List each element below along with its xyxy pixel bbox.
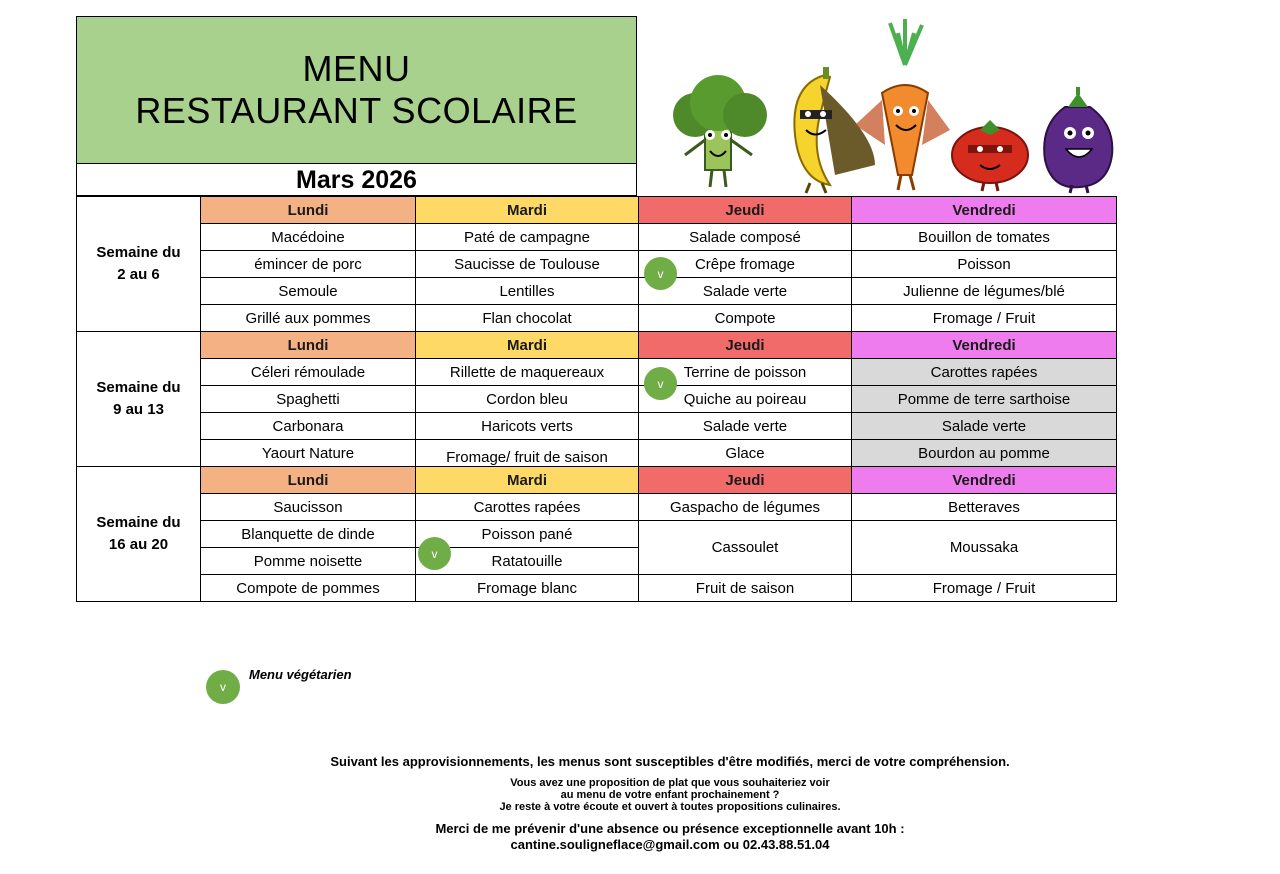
menu-cell: Salade verte: [639, 413, 852, 440]
vegetarian-badge-icon: v: [644, 367, 677, 400]
menu-cell: Poisson pané: [416, 521, 639, 548]
week3-row-2: [77, 521, 1117, 548]
title-line-menu: MENU: [302, 48, 411, 89]
vegetarian-legend-icon: v: [206, 670, 240, 704]
menu-cell-merged-jeudi: Cassoulet: [639, 521, 852, 575]
week3-header-row: [77, 467, 1117, 494]
menu-cell-vegetarian: v Ratatouille: [416, 548, 639, 575]
menu-cell: Semoule: [201, 278, 416, 305]
menu-cell: Carottes rapées: [852, 359, 1117, 386]
day-header-lundi: Lundi: [201, 332, 416, 359]
menu-cell: Betteraves: [852, 494, 1117, 521]
week2-row-3: [77, 413, 1117, 440]
menu-cell: Saucisse de Toulouse: [416, 251, 639, 278]
supply-notice: Suivant les approvisionnements, les menus sont susceptibles d'être modifiés, merci de votre compréhension.: [330, 754, 1010, 769]
vegetarian-badge-icon: v: [644, 257, 677, 290]
week1-row-4: [77, 305, 1117, 332]
day-header-mardi: Mardi: [416, 332, 639, 359]
menu-cell: Fromage/ fruit de saison: [416, 440, 639, 467]
menu-cell: Carbonara: [201, 413, 416, 440]
eggplant-character-icon: [1044, 87, 1112, 193]
week2-row-2: [77, 386, 1117, 413]
tomato-character-icon: [952, 120, 1028, 191]
broccoli-character-icon: [673, 75, 767, 187]
menu-cell: Glace: [639, 440, 852, 467]
menu-cell: Céleri rémoulade: [201, 359, 416, 386]
weekly-menu-table: [76, 196, 1117, 602]
menu-cell: Cordon bleu: [416, 386, 639, 413]
menu-cell-merged-vendredi: Moussaka: [852, 521, 1117, 575]
menu-cell: Compote: [639, 305, 852, 332]
menu-cell: Yaourt Nature: [201, 440, 416, 467]
vegetarian-badge-icon: v: [418, 537, 451, 570]
day-header-lundi: Lundi: [201, 197, 416, 224]
day-header-jeudi: Jeudi: [639, 332, 852, 359]
proposal-notice: Vous avez une proposition de plat que vous souhaiteriez voir au menu de votre enfant prochainement ? Je reste à votre écoute et ouvert à toutes propositions culinaires.: [499, 777, 841, 813]
menu-cell: Quiche au poireau: [639, 386, 852, 413]
menu-cell: Lentilles: [416, 278, 639, 305]
menu-cell: Blanquette de dinde: [201, 521, 416, 548]
menu-cell: Haricots verts: [416, 413, 639, 440]
menu-cell: Salade verte: [639, 278, 852, 305]
month-label: Mars 2026: [76, 164, 637, 196]
menu-cell: Bouillon de tomates: [852, 224, 1117, 251]
menu-cell: Julienne de légumes/blé: [852, 278, 1117, 305]
menu-cell: Fromage blanc: [416, 575, 639, 602]
day-header-vendredi: Vendredi: [852, 197, 1117, 224]
week1-row-1: [77, 224, 1117, 251]
day-header-lundi: Lundi: [201, 467, 416, 494]
menu-cell: Carottes rapées: [416, 494, 639, 521]
day-header-vendredi: Vendredi: [852, 467, 1117, 494]
week3-row-1: [77, 494, 1117, 521]
menu-cell: Fromage / Fruit: [852, 305, 1117, 332]
title-line-restaurant: RESTAURANT SCOLAIRE: [135, 90, 578, 131]
menu-cell: Bourdon au pomme: [852, 440, 1117, 467]
menu-cell: Salade composé: [639, 224, 852, 251]
menu-cell: émincer de porc: [201, 251, 416, 278]
menu-cell: Saucisson: [201, 494, 416, 521]
menu-cell: Gaspacho de légumes: [639, 494, 852, 521]
week3-label: Semaine du 16 au 20: [77, 467, 201, 602]
week2-label: Semaine du 9 au 13: [77, 332, 201, 467]
menu-cell: Pomme noisette: [201, 548, 416, 575]
menu-cell: Grillé aux pommes: [201, 305, 416, 332]
day-header-jeudi: Jeudi: [639, 467, 852, 494]
menu-cell: Fruit de saison: [639, 575, 852, 602]
menu-cell: Spaghetti: [201, 386, 416, 413]
week1-label: Semaine du 2 au 6: [77, 197, 201, 332]
menu-cell: Flan chocolat: [416, 305, 639, 332]
menu-title-box: [76, 16, 637, 164]
vegetarian-legend-label: Menu végétarien: [249, 667, 352, 682]
menu-cell: Macédoine: [201, 224, 416, 251]
contact-info: cantine.souligneflace@gmail.com ou 02.43.88.51.04: [510, 837, 830, 852]
menu-cell: Rillette de maquereaux: [416, 359, 639, 386]
menu-cell-vegetarian: v Crêpe fromage: [639, 251, 852, 278]
day-header-jeudi: Jeudi: [639, 197, 852, 224]
day-header-vendredi: Vendredi: [852, 332, 1117, 359]
week2-row-4: [77, 440, 1117, 467]
menu-cell: Poisson: [852, 251, 1117, 278]
menu-cell-vegetarian: v Terrine de poisson: [639, 359, 852, 386]
absence-notice: Merci de me prévenir d'une absence ou présence exceptionnelle avant 10h : cantine.souligneflace@gmail.com ou 02.43.88.51.04: [0, 821, 1280, 853]
week2-row-1: [77, 359, 1117, 386]
week1-row-2: [77, 251, 1117, 278]
day-header-mardi: Mardi: [416, 197, 639, 224]
day-header-mardi: Mardi: [416, 467, 639, 494]
menu-cell: Fromage / Fruit: [852, 575, 1117, 602]
week3-row-4: [77, 575, 1117, 602]
vegetable-characters-illustration: [660, 15, 1130, 195]
week2-header-row: [77, 332, 1117, 359]
menu-cell: Pomme de terre sarthoise: [852, 386, 1117, 413]
menu-cell: Paté de campagne: [416, 224, 639, 251]
menu-cell: Compote de pommes: [201, 575, 416, 602]
week1-row-3: [77, 278, 1117, 305]
week1-header-row: [77, 197, 1117, 224]
menu-cell: Salade verte: [852, 413, 1117, 440]
